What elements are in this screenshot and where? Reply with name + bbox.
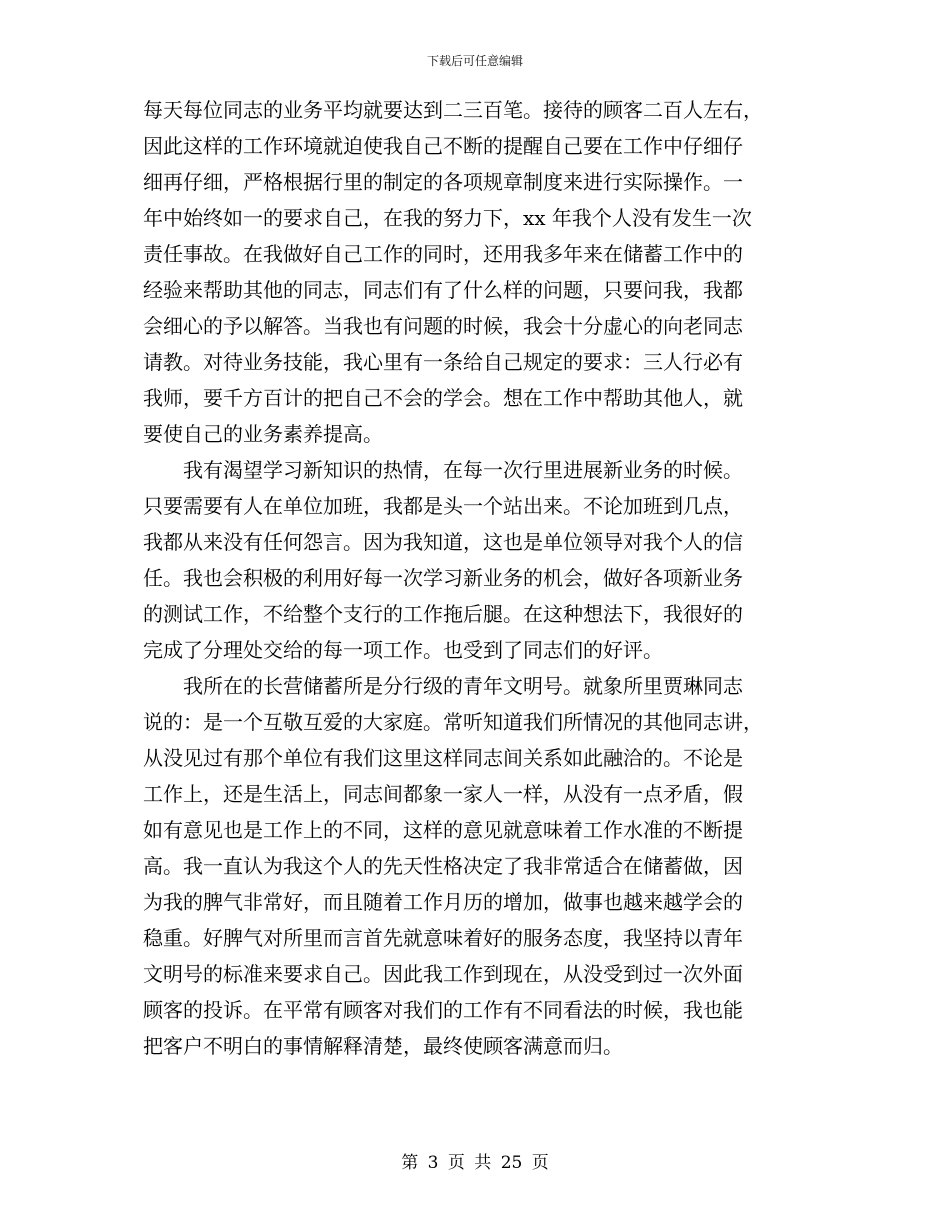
header-note: 下载后可任意编辑 [426, 54, 523, 68]
text-line: 文明号的标准来要求自己。因此我工作到现在，从没受到过一次外面 [143, 962, 743, 986]
text-line: 把客户不明白的事情解释清楚，最终使顾客满意而归。 [143, 1034, 623, 1058]
text-line: 请教。对待业务技能，我心里有一条给自己规定的要求：三人行必有 [143, 350, 743, 374]
text-line: 如有意见也是工作上的不同，这样的意见就意味着工作水准的不断提 [143, 818, 743, 842]
text-line: 顾客的投诉。在平常有顾客对我们的工作有不同看法的时候，我也能 [143, 998, 743, 1022]
text-line: 工作上，还是生活上，同志间都象一家人一样，从没有一点矛盾，假 [143, 782, 743, 806]
text-line: 完成了分理处交给的每一项工作。也受到了同志们的好评。 [143, 638, 663, 662]
text-line: 说的：是一个互敬互爱的大家庭。常听知道我们所情况的其他同志讲， [143, 710, 763, 734]
text-line: 我有渴望学习新知识的热情，在每一次行里进展新业务的时候。 [143, 458, 743, 482]
text-line: 因此这样的工作环境就迫使我自己不断的提醒自己要在工作中仔细仔 [143, 134, 743, 158]
page-number-footer: 第 3 页 共 25 页 [401, 1153, 549, 1173]
text-line: 的测试工作，不给整个支行的工作拖后腿。在这种想法下，我很好的 [143, 602, 743, 626]
text-line: 每天每位同志的业务平均就要达到二三百笔。接待的顾客二百人左右， [143, 98, 763, 122]
document-body [143, 92, 807, 1064]
text-line: 会细心的予以解答。当我也有问题的时候，我会十分虚心的向老同志 [143, 314, 743, 338]
text-line: 年中始终如一的要求自己，在我的努力下，xx 年我个人没有发生一次 [143, 206, 752, 230]
text-line: 责任事故。在我做好自己工作的同时，还用我多年来在储蓄工作中的 [143, 242, 743, 266]
text-line: 高。我一直认为我这个人的先天性格决定了我非常适合在储蓄做，因 [143, 854, 743, 878]
text-line: 细再仔细，严格根据行里的制定的各项规章制度来进行实际操作。一 [143, 170, 743, 194]
text-line: 经验来帮助其他的同志，同志们有了什么样的问题，只要问我，我都 [143, 278, 743, 302]
text-line: 任。我也会积极的利用好每一次学习新业务的机会，做好各项新业务 [143, 566, 743, 590]
text-line: 要使自己的业务素养提高。 [143, 422, 383, 446]
text-line: 从没见过有那个单位有我们这里这样同志间关系如此融洽的。不论是 [143, 746, 743, 770]
text-line: 为我的脾气非常好，而且随着工作月历的增加，做事也越来越学会的 [143, 890, 743, 914]
text-line: 只要需要有人在单位加班，我都是头一个站出来。不论加班到几点， [143, 494, 743, 518]
text-line: 我都从来没有任何怨言。因为我知道，这也是单位领导对我个人的信 [143, 530, 743, 554]
text-line: 我所在的长营储蓄所是分行级的青年文明号。就象所里贾琳同志 [143, 674, 743, 698]
text-line: 稳重。好脾气对所里而言首先就意味着好的服务态度，我坚持以青年 [143, 926, 743, 950]
text-line: 我师，要千方百计的把自己不会的学会。想在工作中帮助其他人，就 [143, 386, 743, 410]
